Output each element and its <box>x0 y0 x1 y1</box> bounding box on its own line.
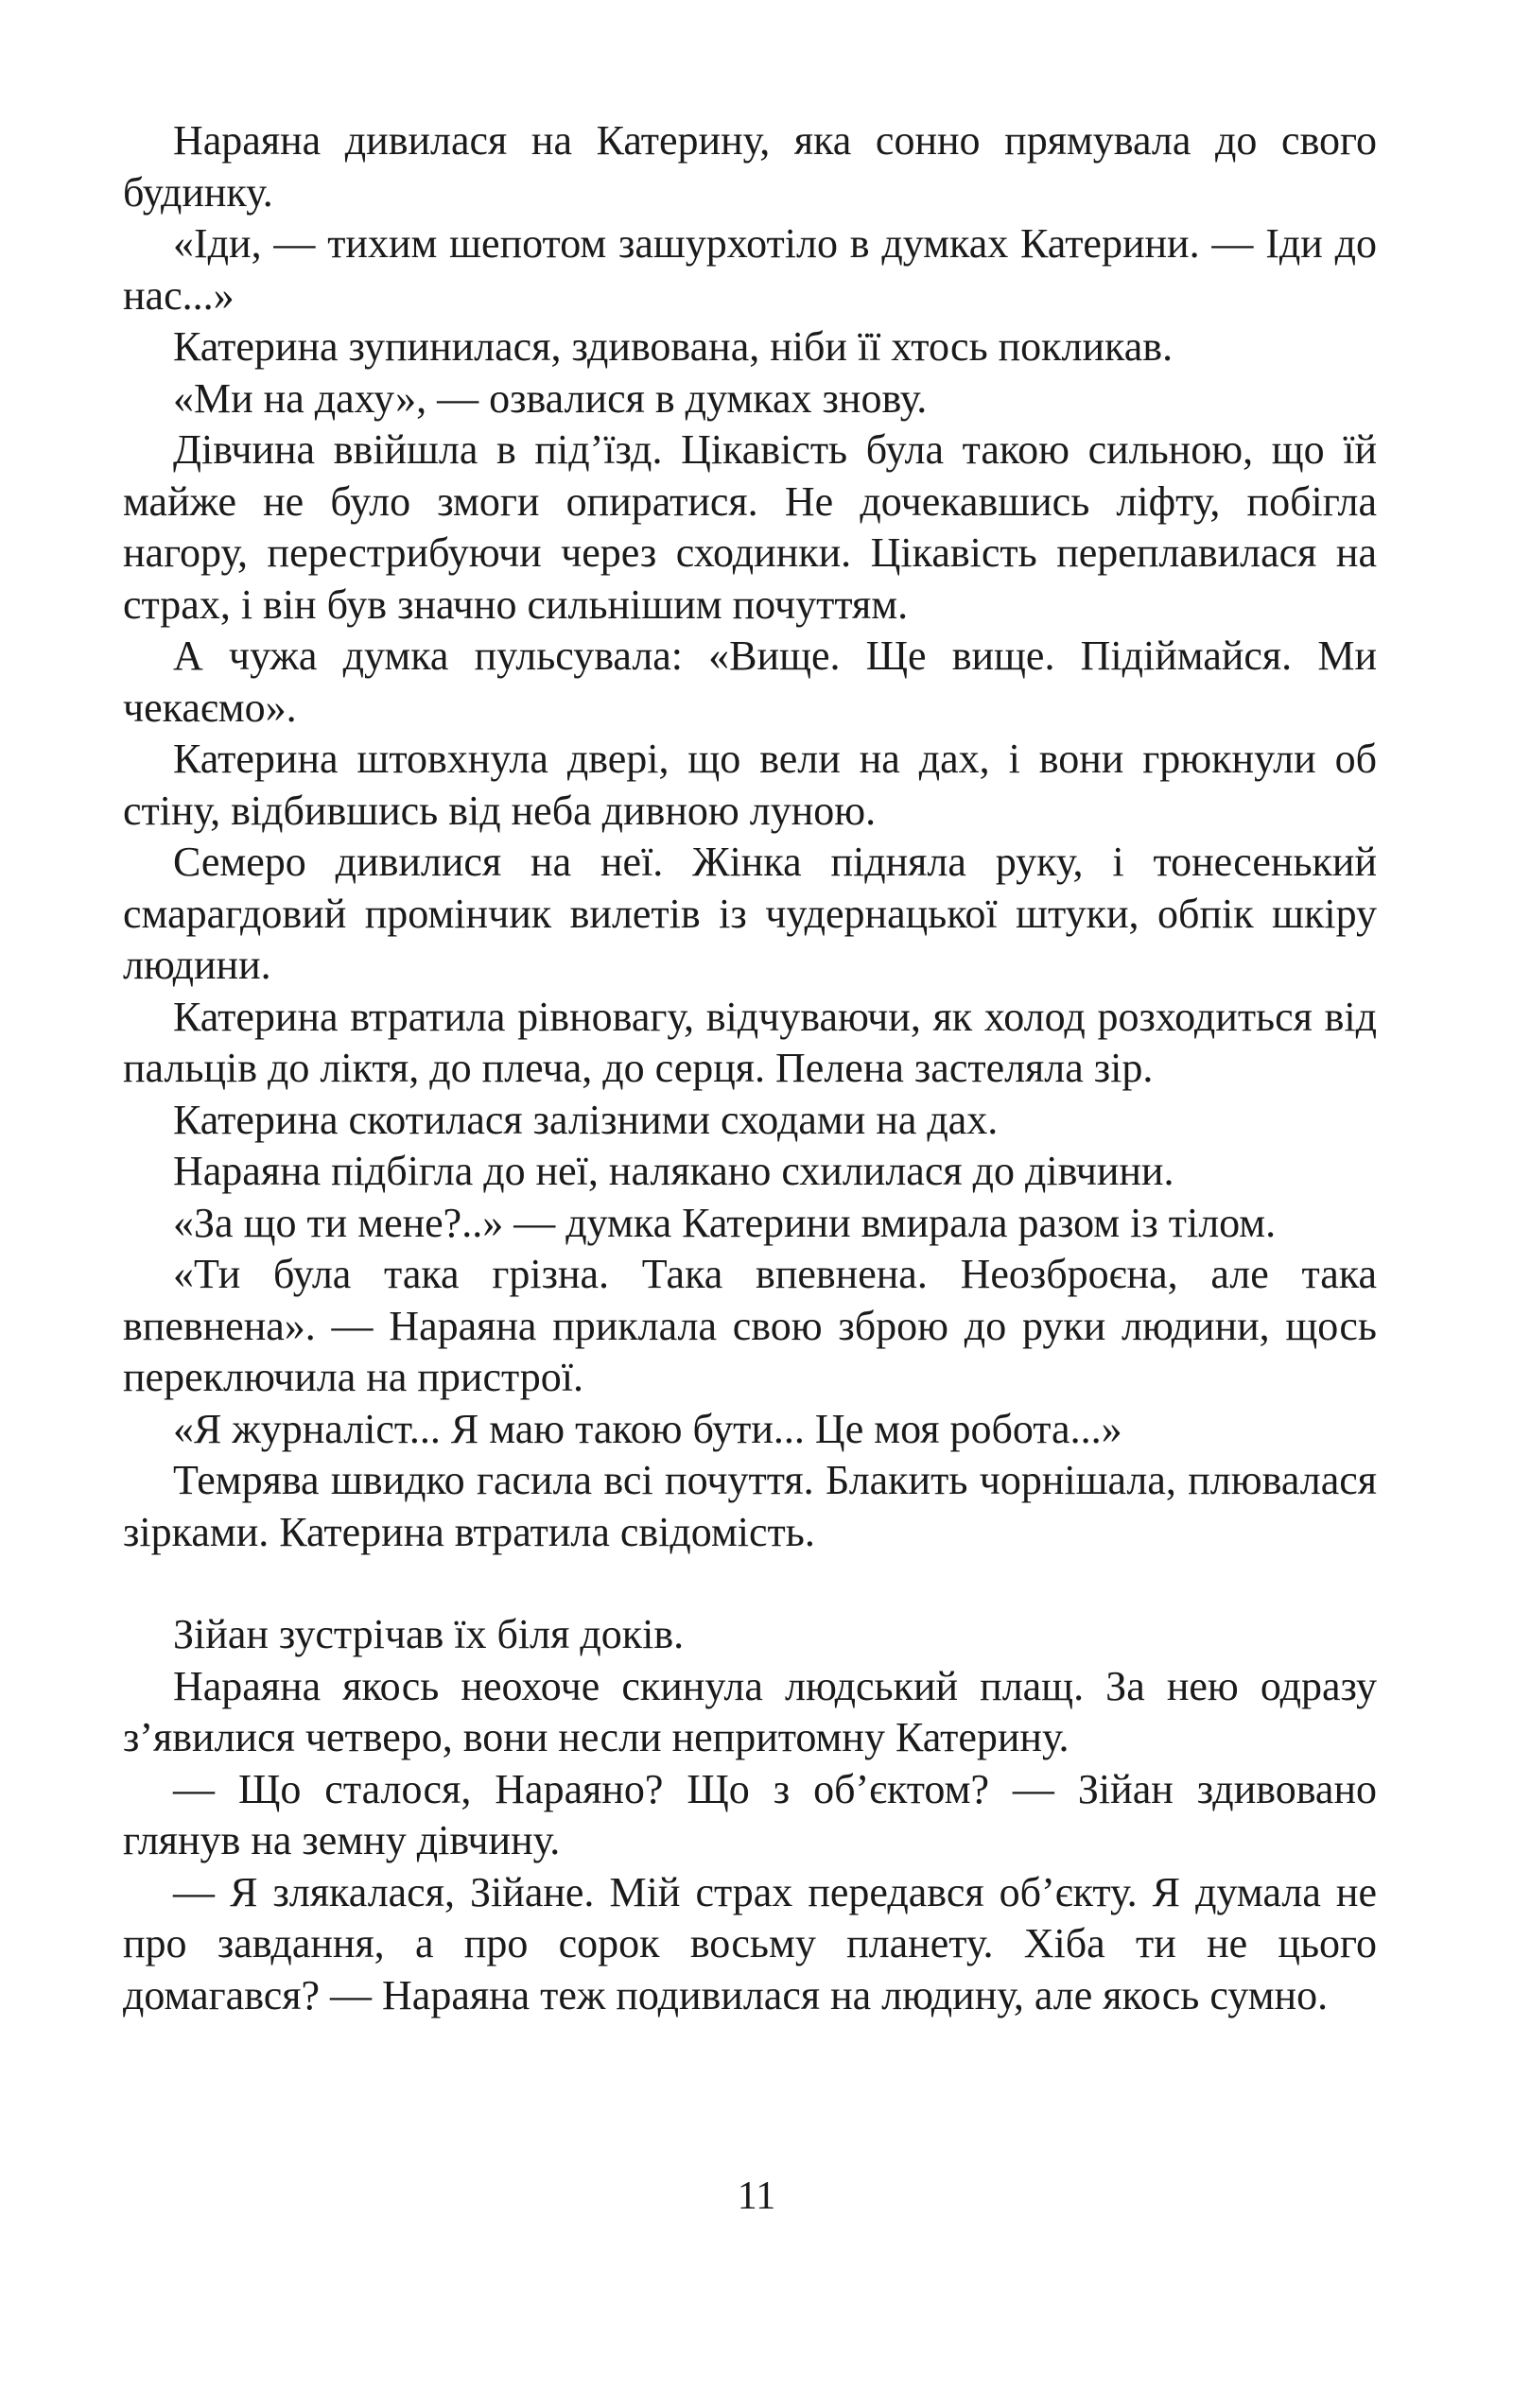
paragraph: «Іди, — тихим шепотом зашурхотіло в думках Катерини. — Іди до нас...» <box>123 220 1377 319</box>
paragraph: «Ти була така грізна. Така впевнена. Неозброєна, але така впевнена». — Нараяна приклала свою зброю до руки людини, щось переключила на пристрої. <box>123 1251 1377 1400</box>
paragraph: Катерина штовхнула двері, що вели на дах, і вони грюкнули об стіну, відбившись від неба дивною луною. <box>123 736 1377 834</box>
paragraph: Зійан зустрічав їх біля доків. <box>173 1611 685 1657</box>
paragraph: Катерина втратила рівновагу, відчуваючи, як холод розходиться від пальців до ліктя, до плеча, до серця. Пелена застеляла зір. <box>123 993 1377 1091</box>
paragraph: Нараяна підбігла до неї, налякано схилилася до дівчини. <box>173 1148 1174 1194</box>
paragraph: «За що ти мене?..» — думка Катерини вмирала разом із тілом. <box>173 1199 1277 1246</box>
paragraph: Нараяна дивилася на Катерину, яка сонно прямувала до свого будинку. <box>123 117 1377 216</box>
paragraph: А чужа думка пульсувала: «Вище. Ще вище. Підіймайся. Ми чекаємо». <box>123 632 1377 731</box>
section-break <box>123 1558 1377 1609</box>
body-text <box>123 115 1377 2021</box>
paragraph: Темрява швидко гасила всі почуття. Блакить чорнішала, плювалася зірками. Катерина втратила свідомість. <box>123 1457 1377 1555</box>
paragraph: Катерина скотилася залізними сходами на дах. <box>173 1096 999 1143</box>
paragraph: Катерина зупинилася, здивована, ніби її хтось покликав. <box>173 323 1174 370</box>
paragraph: Семеро дивилися на неї. Жінка підняла руку, і тонесенький смарагдовий промінчик вилетів із чудернацької штуки, обпік шкіру людини. <box>123 839 1377 988</box>
paragraph: — Що сталося, Нараяно? Що з об’єктом? — Зійан здивовано глянув на земну дівчину. <box>123 1765 1377 1863</box>
paragraph: «Я журналіст... Я маю такою бути... Це моя робота...» <box>173 1405 1122 1452</box>
paragraph: «Ми на даху», — озвалися в думках знову. <box>173 374 928 422</box>
paragraph: — Я злякалася, Зійане. Мій страх передався об’єкту. Я думала не про завдання, а про сорок восьму планету. Хіба ти не цього домагався? — Нараяна теж подивилася на людину, але якось сумно. <box>123 1868 1377 2018</box>
paragraph: Нараяна якось неохоче скинула людський плащ. За нею одразу з’явилися четверо, вони несли непритомну Катерину. <box>123 1662 1377 1760</box>
page-number: 11 <box>737 2174 776 2218</box>
paragraph: Дівчина ввійшла в під’їзд. Цікавість була такою сильною, що їй майже не було змоги опиратися. Не дочекавшись ліфту, побігла нагору, перестрибуючи через сходинки. Цікавість переплавилася на страх, і він був значно сильнішим почуттям. <box>123 426 1377 628</box>
